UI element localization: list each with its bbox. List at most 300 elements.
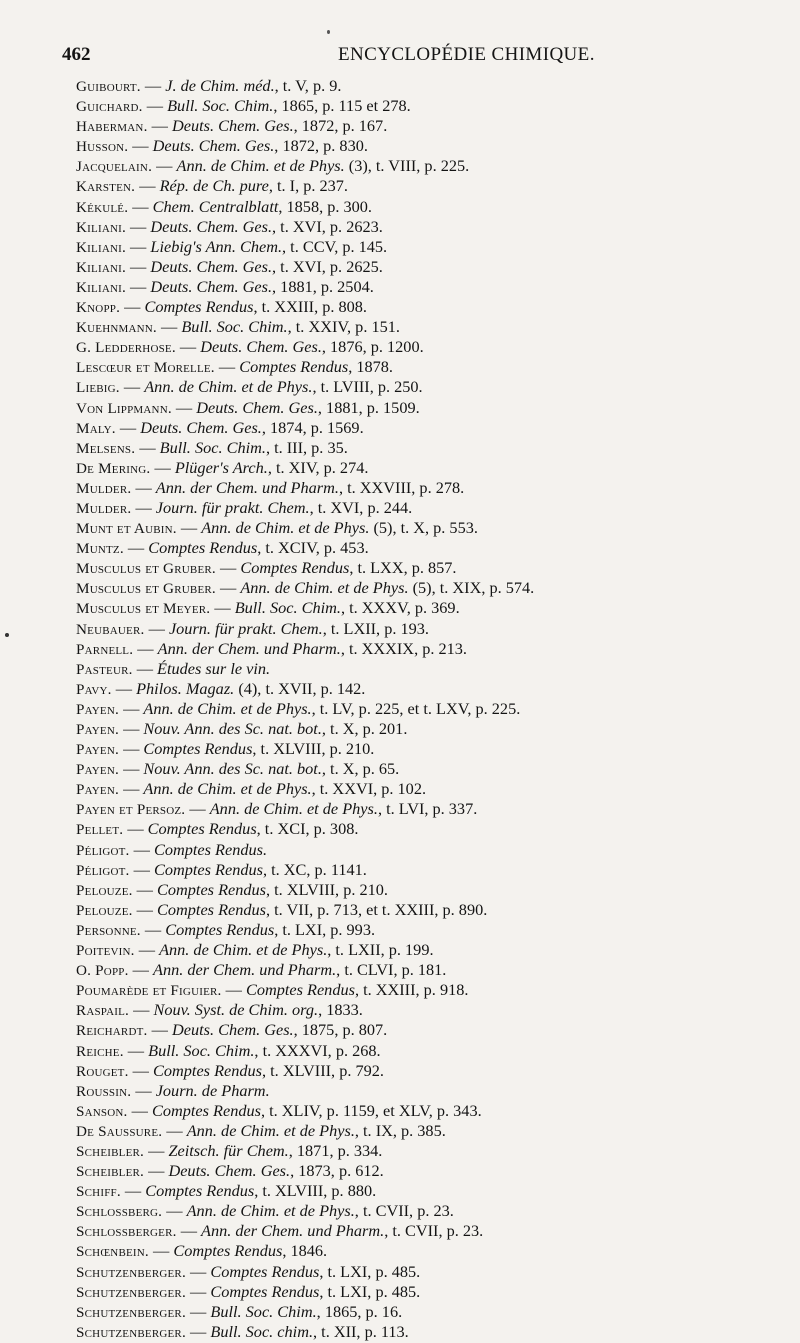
reference-journal: Journ. für prakt. Chem. — [155, 497, 310, 517]
reference-journal: Bull. Soc. Chim. — [234, 598, 341, 618]
reference-separator: — — [125, 236, 151, 256]
reference-separator: — — [185, 799, 210, 819]
reference-journal: Ann. de Chim. et de Phys. — [143, 779, 312, 799]
reference-details: , t. X, p. 201. — [321, 719, 408, 738]
reference-details: , t. XVI, p. 2623. — [272, 216, 383, 236]
reference-details: , t. XLIV, p. 1159, et XLV, p. 343. — [260, 1100, 482, 1120]
reference-separator: — — [133, 638, 158, 658]
reference-separator: — — [120, 297, 145, 317]
reference-details: , 1871, p. 334. — [288, 1140, 383, 1160]
reference-entry — [76, 1221, 776, 1241]
reference-author: Payen. — [76, 741, 119, 759]
reference-details: , t. III, p. 35. — [265, 437, 348, 457]
reference-entry — [76, 619, 776, 639]
reference-entry — [76, 176, 776, 196]
reference-journal: Deuts. Chem. Ges. — [150, 216, 273, 236]
reference-details: , 1878. — [348, 357, 393, 377]
reference-author: Roussin. — [76, 1082, 132, 1100]
reference-separator: — — [162, 1201, 187, 1221]
reference-separator: — — [140, 76, 166, 95]
reference-entry — [76, 659, 776, 679]
reference-journal: Comptes Rendus — [145, 1181, 255, 1201]
reference-author: O. Popp. — [76, 962, 129, 980]
reference-details: , 1865, p. 115 et 278. — [273, 96, 411, 116]
reference-journal: Études sur le vin. — [157, 658, 271, 678]
reference-entry — [76, 1061, 776, 1081]
reference-details: , t. VII, p. 713, et t. XXIII, p. 890. — [266, 899, 488, 919]
reference-author: Liebig. — [76, 379, 120, 397]
reference-author: Payen. — [76, 721, 119, 738]
reference-details: , t. LVIII, p. 250. — [312, 377, 423, 397]
reference-journal: Deuts. Chem. Ges. — [172, 116, 294, 136]
reference-separator: — — [123, 1040, 149, 1060]
reference-separator: — — [131, 497, 156, 517]
reference-journal: Deuts. Chem. Ges. — [200, 337, 322, 357]
reference-journal: Ann. de Chim. et de Phys. — [176, 156, 345, 176]
reference-separator: — — [132, 899, 158, 919]
reference-author: Knopp. — [76, 299, 121, 317]
reference-entry — [76, 1201, 776, 1221]
reference-separator: — — [185, 1261, 211, 1281]
reference-author: Schœnbein. — [76, 1243, 149, 1261]
reference-separator: — — [125, 276, 151, 296]
reference-details: , 1881, p. 2504. — [272, 276, 374, 296]
reference-journal: Bull. Soc. Chim. — [210, 1301, 317, 1321]
reference-separator: — — [144, 618, 169, 638]
reference-details: , 1846. — [282, 1241, 328, 1261]
reference-author: Raspail. — [76, 1002, 130, 1020]
reference-journal: Comptes Rendus — [153, 859, 263, 879]
reference-journal: Journ. für prakt. Chem. — [168, 618, 323, 638]
reference-details: , t. XXIII, p. 808. — [253, 297, 367, 317]
reference-entry — [76, 1282, 776, 1302]
reference-journal: Comptes Rendus — [144, 297, 254, 317]
reference-details: , t. XXXIX, p. 213. — [340, 638, 467, 658]
reference-entry — [76, 197, 776, 217]
running-title: ENCYCLOPÉDIE CHIMIQUE. — [338, 44, 595, 65]
reference-journal: Ann. der Chem. und Pharm. — [155, 477, 339, 497]
reference-details: , 1875, p. 807. — [293, 1020, 388, 1040]
reference-author: Schutzenberger. — [76, 1263, 186, 1281]
reference-entry — [76, 76, 776, 96]
reference-separator: — — [171, 397, 197, 417]
reference-journal: Bull. Soc. Chim. — [148, 1040, 255, 1060]
reference-author: Jacquelain. — [76, 158, 153, 176]
reference-entry — [76, 317, 776, 337]
reference-entry — [76, 679, 776, 699]
reference-entry — [76, 337, 776, 357]
reference-details: , t. XC, p. 1141. — [262, 859, 367, 879]
reference-journal: Ann. de Chim. et de Phys. — [159, 940, 328, 960]
reference-author: Musculus et Gruber. — [76, 560, 216, 578]
reference-separator: — — [132, 658, 158, 678]
reference-details: , t. XXIII, p. 918. — [354, 980, 469, 1000]
reference-details: , t. XXIV, p. 151. — [287, 317, 400, 337]
reference-author: Muntz. — [76, 540, 124, 558]
reference-separator: — — [119, 759, 144, 779]
reference-separator: — — [140, 919, 166, 939]
reference-author: Pellet. — [76, 821, 124, 839]
reference-entry — [76, 1081, 776, 1101]
reference-details: , 1872, p. 167. — [293, 116, 388, 136]
reference-journal: Journ. de Pharm. — [155, 1080, 270, 1100]
reference-author: Karsten. — [76, 178, 136, 196]
reference-author: Mulder. — [76, 499, 132, 517]
reference-details: (5), t. XIX, p. 574. — [408, 578, 535, 598]
reference-author: Péligot. — [76, 841, 130, 859]
reference-author: Payen et Persoz. — [76, 801, 186, 819]
reference-separator: — — [210, 598, 235, 618]
reference-separator: — — [125, 216, 151, 236]
reference-author: Pavy. — [76, 680, 112, 698]
reference-entry — [76, 96, 776, 116]
reference-author: Lescœur et Morelle. — [76, 359, 215, 377]
reference-journal: Ann. der Chem. und Pharm. — [153, 960, 337, 980]
reference-entry — [76, 1041, 776, 1061]
page-header — [62, 44, 752, 74]
reference-separator: — — [185, 1281, 211, 1301]
reference-entry — [76, 217, 776, 237]
reference-entry — [76, 900, 776, 920]
reference-details: , t. XVI, p. 244. — [309, 497, 413, 517]
page-number: 462 — [62, 44, 91, 65]
reference-author: Schlossberger. — [76, 1223, 177, 1241]
reference-details: , t. CVII, p. 23. — [354, 1201, 454, 1221]
reference-author: Poumarède et Figuier. — [76, 982, 222, 1000]
reference-entry — [76, 598, 776, 618]
reference-author: Maly. — [76, 419, 116, 437]
reference-author: Reiche. — [76, 1042, 124, 1060]
margin-mark — [5, 633, 9, 637]
reference-separator: — — [123, 819, 148, 839]
reference-separator: — — [115, 417, 141, 437]
reference-entry — [76, 478, 776, 498]
reference-separator: — — [111, 678, 137, 698]
reference-details: , t. XXXV, p. 369. — [340, 598, 460, 618]
reference-entry — [76, 438, 776, 458]
reference-journal: Comptes Rendus — [143, 739, 253, 759]
reference-entry — [76, 940, 776, 960]
reference-separator: — — [148, 1241, 174, 1261]
reference-entry — [76, 377, 776, 397]
reference-separator: — — [119, 739, 144, 759]
reference-details: , t. LXI, p. 485. — [319, 1261, 421, 1281]
reference-journal: Comptes Rendus — [157, 899, 267, 919]
reference-author: Kuehnmann. — [76, 319, 157, 337]
reference-journal: Comptes Rendus — [173, 1241, 283, 1261]
reference-author: Kékulé. — [76, 198, 129, 216]
reference-separator: — — [128, 136, 153, 156]
reference-separator: — — [152, 156, 177, 176]
reference-author: Von Lippmann. — [76, 399, 172, 417]
reference-details: , t. XIV, p. 274. — [267, 457, 369, 477]
reference-journal: Ann. de Chim. et de Phys. — [240, 578, 409, 598]
reference-entry — [76, 1241, 776, 1261]
reference-separator: — — [147, 1020, 172, 1040]
reference-journal: Comptes Rendus — [239, 357, 349, 377]
reference-entry — [76, 819, 776, 839]
reference-entry — [76, 759, 776, 779]
reference-separator: — — [134, 940, 160, 960]
reference-details: , t. XLVIII, p. 792. — [262, 1060, 384, 1080]
reference-author: Schlossberg. — [76, 1203, 163, 1221]
reference-author: Kiliani. — [76, 258, 126, 276]
reference-details: (4), t. XVII, p. 142. — [234, 678, 366, 698]
reference-author: Schutzenberger. — [76, 1303, 186, 1321]
reference-journal: Deuts. Chem. Ges. — [150, 276, 273, 296]
reference-journal: Ann. de Chim. et de Phys. — [186, 1120, 355, 1140]
reference-details: , t. V, p. 9. — [274, 76, 342, 95]
reference-entry — [76, 1121, 776, 1141]
reference-entry — [76, 518, 776, 538]
reference-journal: Nouv. Ann. des Sc. nat. bot. — [143, 719, 322, 738]
reference-author: Scheibler. — [76, 1142, 145, 1160]
reference-entry — [76, 1000, 776, 1020]
reference-details: , t. XLVIII, p. 210. — [252, 739, 375, 759]
reference-separator: — — [120, 1181, 146, 1201]
reference-journal: Comptes Rendus — [147, 819, 257, 839]
reference-separator: — — [123, 538, 149, 558]
reference-separator: — — [135, 437, 160, 457]
reference-entry — [76, 799, 776, 819]
reference-author: Payen. — [76, 700, 119, 718]
reference-separator: — — [162, 1120, 187, 1140]
reference-separator: — — [176, 518, 202, 538]
reference-author: Payen. — [76, 761, 119, 779]
reference-details: , t. XCIV, p. 453. — [257, 538, 369, 558]
reference-separator: — — [215, 558, 241, 578]
reference-details: , t. LXI, p. 993. — [274, 919, 376, 939]
reference-entry — [76, 538, 776, 558]
reference-entry — [76, 136, 776, 156]
reference-separator: — — [215, 578, 241, 598]
reference-entry — [76, 498, 776, 518]
reference-separator: — — [127, 1100, 152, 1120]
reference-author: Rouget. — [76, 1062, 129, 1080]
reference-author: Neubauer. — [76, 620, 145, 638]
reference-entry — [76, 116, 776, 136]
reference-details: , t. LXII, p. 199. — [327, 940, 434, 960]
reference-entry — [76, 960, 776, 980]
reference-journal: Comptes Rendus — [153, 1060, 263, 1080]
reference-details: , t. XLVIII, p. 210. — [266, 879, 388, 899]
reference-details: , t. XII, p. 113. — [313, 1321, 409, 1341]
reference-author: Guichard. — [76, 98, 143, 116]
reference-author: Péligot. — [76, 861, 130, 879]
reference-author: De Saussure. — [76, 1122, 163, 1140]
reference-details: , 1881, p. 1509. — [317, 397, 420, 417]
reference-separator: — — [128, 960, 154, 980]
reference-entry — [76, 277, 776, 297]
reference-journal: J. de Chim. méd. — [165, 76, 275, 95]
reference-details: , 1872, p. 830. — [274, 136, 368, 156]
reference-author: Sanson. — [76, 1102, 128, 1120]
reference-journal: Liebig's Ann. Chem. — [150, 236, 283, 256]
reference-separator: — — [132, 879, 158, 899]
reference-author: Personne. — [76, 921, 141, 939]
reference-details: , t. LV, p. 225, et t. LXV, p. 225. — [311, 698, 521, 718]
reference-separator: — — [119, 377, 145, 397]
bibliography-list — [76, 76, 776, 1342]
reference-journal: Deuts. Chem. Ges. — [168, 1161, 291, 1181]
reference-entry — [76, 1302, 776, 1322]
reference-journal: Comptes Rendus — [165, 919, 275, 939]
reference-details: , t. CCV, p. 145. — [282, 236, 388, 256]
reference-details: , 1876, p. 1200. — [321, 337, 424, 357]
reference-journal: Zeitsch. für Chem. — [168, 1140, 289, 1160]
reference-separator: — — [129, 859, 154, 879]
reference-entry — [76, 699, 776, 719]
reference-separator: — — [125, 256, 151, 276]
reference-entry — [76, 357, 776, 377]
reference-author: Payen. — [76, 781, 119, 799]
reference-entry — [76, 639, 776, 659]
reference-details: , t. XVI, p. 2625. — [272, 256, 383, 276]
reference-separator: — — [119, 779, 144, 799]
reference-journal: Chem. Centralblatt — [152, 196, 279, 216]
reference-details: , t. CVII, p. 23. — [384, 1221, 484, 1241]
reference-details: , 1858, p. 300. — [278, 196, 372, 216]
reference-author: Munt et Aubin. — [76, 520, 177, 538]
reference-author: Pelouze. — [76, 901, 133, 919]
reference-author: Schutzenberger. — [76, 1283, 186, 1301]
reference-details: , t. XXXVI, p. 268. — [254, 1040, 381, 1060]
reference-details: , 1833. — [318, 1000, 363, 1020]
reference-journal: Comptes Rendus — [240, 558, 350, 578]
reference-journal: Comptes Rendus — [148, 538, 258, 558]
reference-separator: — — [128, 196, 153, 216]
reference-journal: Deuts. Chem. Ges. — [171, 1020, 294, 1040]
reference-separator: — — [221, 980, 246, 1000]
reference-entry — [76, 779, 776, 799]
reference-entry — [76, 297, 776, 317]
reference-details: , 1874, p. 1569. — [261, 417, 364, 437]
reference-details: , t. LXX, p. 857. — [349, 558, 457, 578]
reference-entry — [76, 156, 776, 176]
reference-entry — [76, 1181, 776, 1201]
reference-separator: — — [176, 1221, 202, 1241]
ink-speck — [327, 30, 330, 34]
reference-entry — [76, 458, 776, 478]
reference-author: G. Ledderhose. — [76, 339, 176, 357]
reference-entry — [76, 1262, 776, 1282]
reference-entry — [76, 578, 776, 598]
reference-author: Haberman. — [76, 118, 148, 136]
reference-journal: Comptes Rendus. — [153, 839, 268, 859]
reference-entry — [76, 257, 776, 277]
reference-separator: — — [214, 357, 240, 377]
reference-details: , t. X, p. 65. — [321, 759, 400, 779]
reference-journal: Deuts. Chem. Ges. — [152, 136, 275, 156]
reference-entry — [76, 880, 776, 900]
reference-author: Schutzenberger. — [76, 1323, 186, 1341]
reference-separator: — — [129, 839, 154, 859]
reference-details: , 1865, p. 16. — [316, 1301, 403, 1321]
reference-details: , t. XLVIII, p. 880. — [254, 1181, 377, 1201]
reference-details: , t. IX, p. 385. — [354, 1120, 446, 1140]
reference-separator: — — [135, 176, 160, 196]
reference-journal: Deuts. Chem. Ges. — [150, 256, 273, 276]
reference-author: Schiff. — [76, 1183, 121, 1201]
reference-separator: — — [119, 719, 144, 738]
reference-details: (5), t. X, p. 553. — [369, 518, 478, 538]
reference-journal: Comptes Rendus — [157, 879, 267, 899]
reference-author: Kiliani. — [76, 278, 126, 296]
reference-journal: Ann. de Chim. et de Phys. — [186, 1201, 355, 1221]
reference-separator: — — [131, 1080, 156, 1100]
reference-separator: — — [147, 116, 172, 136]
reference-details: (3), t. VIII, p. 225. — [344, 156, 470, 176]
reference-entry — [76, 558, 776, 578]
reference-author: Pasteur. — [76, 660, 133, 678]
reference-separator: — — [175, 337, 201, 357]
reference-author: Scheibler. — [76, 1163, 145, 1181]
reference-author: Mulder. — [76, 479, 132, 497]
reference-entry — [76, 980, 776, 1000]
reference-entry — [76, 739, 776, 759]
reference-journal: Nouv. Syst. de Chim. org. — [153, 1000, 319, 1020]
reference-entry — [76, 1101, 776, 1121]
reference-separator: — — [131, 477, 156, 497]
reference-details: , t. XXVI, p. 102. — [311, 779, 427, 799]
reference-author: Guibourt. — [76, 78, 141, 95]
reference-separator: — — [185, 1321, 211, 1341]
reference-separator: — — [119, 698, 144, 718]
reference-journal: Ann. der Chem. und Pharm. — [201, 1221, 385, 1241]
reference-journal: Ann. de Chim. et de Phys. — [201, 518, 370, 538]
reference-journal: Comptes Rendus — [245, 980, 355, 1000]
reference-author: Kiliani. — [76, 218, 126, 236]
reference-separator: — — [150, 457, 175, 477]
reference-entry — [76, 1322, 776, 1342]
reference-separator: — — [128, 1060, 154, 1080]
reference-entry — [76, 860, 776, 880]
reference-journal: Bull. Soc. Chim. — [167, 96, 274, 116]
reference-entry — [76, 1020, 776, 1040]
reference-journal: Deuts. Chem. Ges. — [196, 397, 318, 417]
reference-separator: — — [144, 1140, 169, 1160]
reference-separator: — — [129, 1000, 154, 1020]
reference-journal: Bull. Soc. Chim. — [181, 317, 288, 337]
reference-journal: Deuts. Chem. Ges. — [140, 417, 262, 437]
reference-separator: — — [144, 1161, 169, 1181]
reference-author: Pelouze. — [76, 881, 133, 899]
reference-journal: Rép. de Ch. pure — [159, 176, 269, 196]
reference-details: , t. I, p. 237. — [268, 176, 348, 196]
reference-entry — [76, 719, 776, 739]
reference-details: , t. LXI, p. 485. — [319, 1281, 421, 1301]
reference-journal: Bull. Soc. Chim. — [159, 437, 266, 457]
reference-entry — [76, 1161, 776, 1181]
reference-journal: Plüger's Arch. — [174, 457, 268, 477]
reference-separator: — — [142, 96, 168, 116]
reference-journal: Comptes Rendus — [210, 1281, 320, 1301]
reference-details: , t. LXII, p. 193. — [322, 618, 429, 638]
reference-author: De Mering. — [76, 459, 151, 477]
reference-author: Musculus et Gruber. — [76, 580, 216, 598]
reference-author: Kiliani. — [76, 238, 126, 256]
reference-journal: Philos. Magaz. — [136, 678, 235, 698]
reference-author: Parnell. — [76, 640, 134, 658]
reference-journal: Nouv. Ann. des Sc. nat. bot. — [143, 759, 322, 779]
reference-journal: Ann. de Chim. et de Phys. — [209, 799, 378, 819]
reference-details: , 1873, p. 612. — [290, 1161, 384, 1181]
reference-details: , t. XCI, p. 308. — [256, 819, 359, 839]
reference-entry — [76, 1141, 776, 1161]
reference-entry — [76, 237, 776, 257]
reference-entry — [76, 398, 776, 418]
reference-entry — [76, 920, 776, 940]
